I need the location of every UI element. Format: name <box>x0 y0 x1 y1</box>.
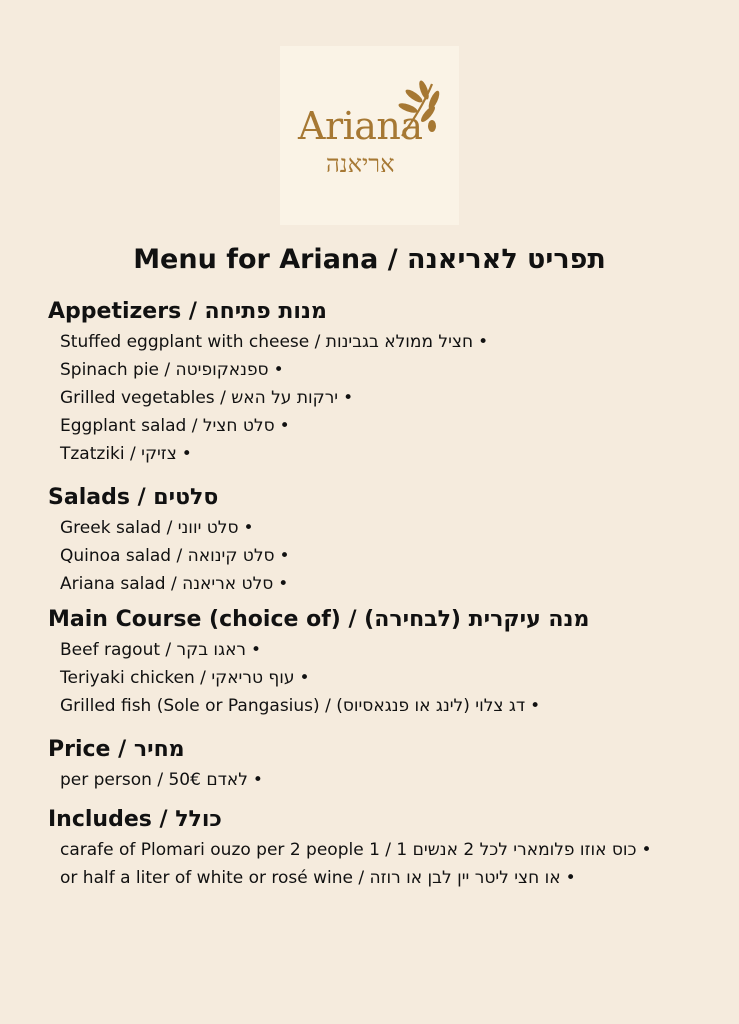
item-list <box>48 766 728 794</box>
list-item: or half a liter of white or rosé wine / או חצי ליטר יין לבן או רוזה • <box>60 868 576 888</box>
bullet: • <box>299 668 310 688</box>
list-item: Teriyaki chicken / עוף טריאקי • <box>60 668 310 688</box>
bullet: • <box>343 388 354 408</box>
bullet: • <box>641 840 652 860</box>
section-salads <box>48 482 728 598</box>
bullet: • <box>252 770 263 790</box>
section-heading: Price / מחיר <box>48 737 185 762</box>
page-title: Menu for Ariana / תפריט לאריאנה <box>133 244 606 275</box>
list-item: Grilled fish (Sole or Pangasius) / (לינג או פנגאסיוס) דג צלוי • <box>60 696 541 716</box>
bullet: • <box>181 444 192 464</box>
section-main-course <box>48 604 728 720</box>
bullet: • <box>251 640 262 660</box>
list-item: Ariana salad / סלט אריאנה • <box>60 574 289 594</box>
list-item: Quinoa salad / סלט קינואה • <box>60 546 290 566</box>
logo-wordmark: Ariana <box>298 104 423 148</box>
bullet: • <box>530 696 541 716</box>
list-item: per person / 50€ לאדם • <box>60 770 263 790</box>
section-appetizers <box>48 296 728 468</box>
list-item: Beef ragout / ראגו בקר • <box>60 640 262 660</box>
list-item: Spinach pie / ספנאקופיטה • <box>60 360 284 380</box>
bullet: • <box>279 416 290 436</box>
ariana-logo <box>280 46 459 225</box>
section-heading: Appetizers / מנות פתיחה <box>48 299 327 324</box>
section-includes <box>48 804 728 892</box>
section-heading: Includes / כולל <box>48 807 222 832</box>
item-list <box>48 328 728 468</box>
list-item: Tzatziki / צזיקי • <box>60 444 192 464</box>
section-price <box>48 734 728 794</box>
logo-wordmark-hebrew: אריאנה <box>326 150 395 178</box>
item-list <box>48 514 728 598</box>
bullet: • <box>279 546 290 566</box>
bullet: • <box>478 332 489 352</box>
list-item: Grilled vegetables / ירקות על האש • <box>60 388 354 408</box>
bullet: • <box>243 518 254 538</box>
section-heading: Main Course (choice of) / (לבחירה) מנה עיקרית <box>48 607 590 632</box>
section-heading: Salads / סלטים <box>48 485 219 510</box>
list-item: carafe of Plomari ouzo per 2 people 1 / 1 כוס אוזו פלומארי לכל 2 אנשים • <box>60 840 652 860</box>
bullet: • <box>273 360 284 380</box>
bullet: • <box>565 868 576 888</box>
bullet: • <box>278 574 289 594</box>
list-item: Eggplant salad / סלט חציל • <box>60 416 290 436</box>
list-item: Greek salad / סלט יווני • <box>60 518 254 538</box>
item-list <box>48 636 728 720</box>
item-list <box>48 836 728 892</box>
list-item: Stuffed eggplant with cheese / חציל ממולא בגבינות • <box>60 332 489 352</box>
